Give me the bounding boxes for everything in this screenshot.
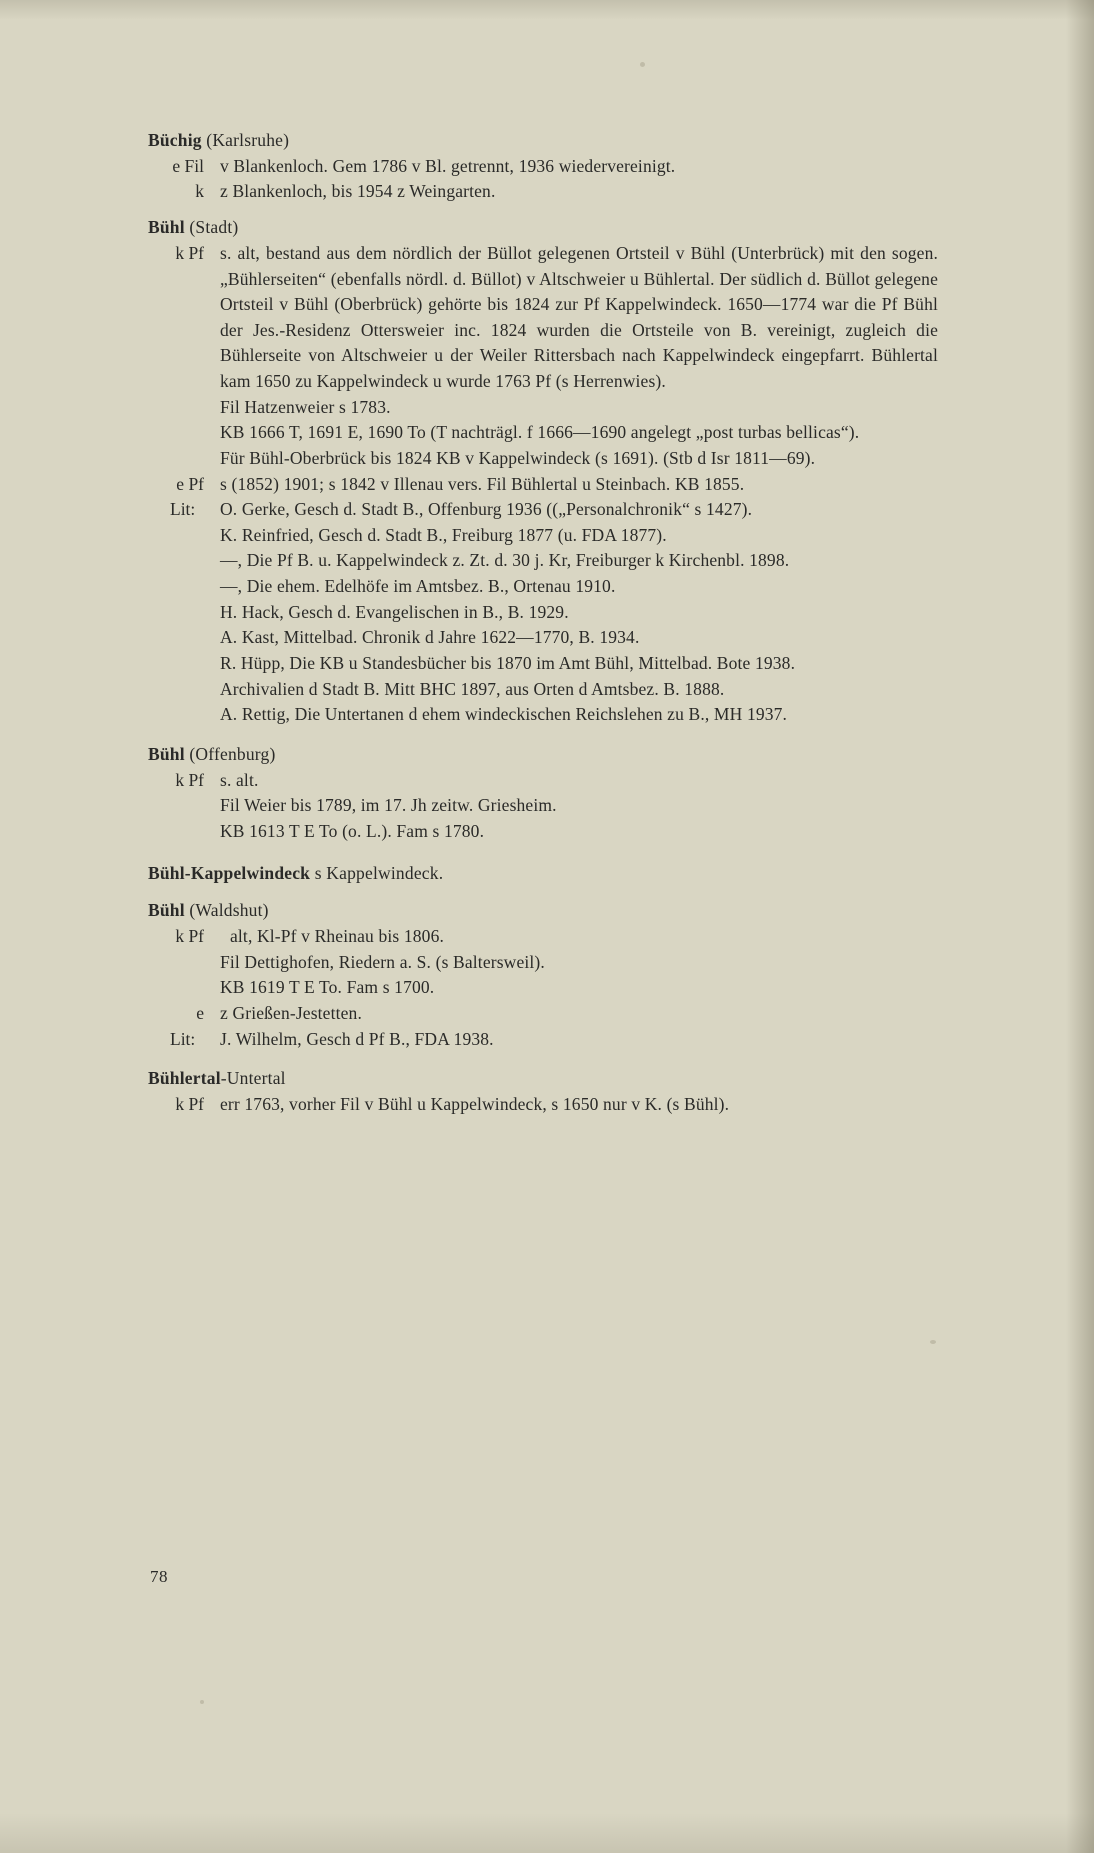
literature-label: Lit: — [170, 499, 196, 520]
entry-buehl-kappelwindeck — [148, 861, 938, 887]
literature-block — [148, 497, 938, 728]
literature-list — [220, 497, 938, 728]
row-tag: k Pf — [175, 242, 204, 263]
spacer — [148, 1054, 938, 1066]
entry-heading — [148, 215, 938, 240]
entry-buehl-offenburg — [148, 742, 938, 845]
literature-item: —, Die ehem. Edelhöfe im Amtsbez. B., Ortenau 1910. — [220, 576, 616, 597]
entry-buehl-waldshut — [148, 898, 938, 1052]
literature-item: H. Hack, Gesch d. Evangelischen in B., B. 1929. — [220, 601, 569, 622]
spacer — [148, 730, 938, 742]
page-body — [148, 128, 938, 1120]
entry-qualifier: (Offenburg) — [184, 743, 276, 764]
entry-heading — [148, 742, 938, 767]
entry-row — [148, 154, 938, 180]
entry-heading — [148, 1066, 938, 1091]
row-tag: k — [195, 181, 204, 202]
entry-row — [148, 768, 938, 794]
entry-row — [148, 1001, 938, 1027]
entry-keyword: Büchig — [148, 130, 202, 150]
continuation-line: Fil Hatzenweier s 1783. — [220, 396, 391, 417]
row-tag: e Fil — [172, 155, 204, 176]
continuation-line: KB 1666 T, 1691 E, 1690 To (T nachträgl. f 1666—1690 angelegt „post turbas bellicas“). — [220, 422, 860, 443]
continuation-line: Fil Weier bis 1789, im 17. Jh zeitw. Griesheim. — [220, 795, 557, 816]
entry-keyword: Bühlertal — [148, 1068, 221, 1089]
row-tag: k Pf — [175, 1093, 204, 1114]
literature-label: Lit: — [170, 1028, 196, 1049]
page-top-shadow — [0, 0, 1094, 20]
entry-qualifier: -Untertal — [220, 1068, 286, 1089]
literature-item: J. Wilhelm, Gesch d Pf B., FDA 1938. — [220, 1028, 494, 1049]
entry-keyword: Bühl — [148, 217, 185, 238]
row-tag: e Pf — [176, 473, 204, 494]
literature-item: A. Kast, Mittelbad. Chronik d Jahre 1622—1770, B. 1934. — [220, 627, 640, 648]
spacer — [148, 207, 938, 215]
row-tag: e — [196, 1002, 204, 1023]
continuation-line: KB 1619 T E To. Fam s 1700. — [220, 977, 435, 998]
entry-keyword: Bühl-Kappelwindeck — [148, 862, 311, 883]
entry-buehl-stadt — [148, 215, 938, 728]
entry-qualifier: (Waldshut) — [184, 900, 269, 921]
literature-item: Archivalien d Stadt B. Mitt BHC 1897, aus Orten d Amtsbez. B. 1888. — [220, 678, 725, 699]
row-text: s (1852) 1901; s 1842 v Illenau vers. Fil Bühlertal u Steinbach. KB 1855. — [220, 473, 745, 494]
paper-speck — [200, 1700, 204, 1704]
row-text: s. alt, bestand aus dem nördlich der Büllot gelegenen Ortsteil v Bühl (Unterbrück) mit den sogen. „Bühlerseiten“ (ebenfalls nördl. d. Büllot) v Altschweier u Bühlertal. Der südlich d. Büllot gelegene Ortsteil v Bühl (Oberbrück) gehörte bis 1824 zur Pf Kappelwindeck. 1650—1774 war die Pf Bühl der Jes.-Residenz Ottersweier inc. 1824 wurden die Ortsteile von B. vereinigt, zugleich die Bühlerseite von Altschweier u der Weiler Rittersbach nach Kappelwindeck eingepfarrt. Bühlertal kam 1650 zu Kappelwindeck u wurde 1763 Pf (s Herrenwies). — [220, 242, 938, 392]
page-number: 78 — [150, 1567, 168, 1586]
entry-row — [148, 1027, 938, 1053]
literature-item: O. Gerke, Gesch d. Stadt B., Offenburg 1936 ((„Personalchronik“ s 1427). — [220, 499, 753, 520]
entry-keyword: Bühl — [148, 743, 185, 764]
literature-item: R. Hüpp, Die KB u Standesbücher bis 1870 im Amt Bühl, Mittelbad. Bote 1938. — [220, 652, 796, 673]
row-text: z Grießen-Jestetten. — [220, 1002, 362, 1023]
literature-item: A. Rettig, Die Untertanen d ehem windeckischen Reichslehen zu B., MH 1937. — [220, 704, 788, 725]
entry-buehlertal-untertal — [148, 1066, 938, 1117]
entry-row — [148, 241, 938, 395]
entry-keyword: Bühl — [148, 900, 185, 921]
row-text: alt, Kl-Pf v Rheinau bis 1806. — [230, 926, 444, 946]
continuation-line: Fil Dettighofen, Riedern a. S. (s Baltersweil). — [220, 951, 545, 972]
entry-row — [148, 179, 938, 205]
spacer — [148, 886, 938, 898]
row-text: z Blankenloch, bis 1954 z Weingarten. — [220, 181, 496, 202]
entry-heading — [148, 128, 938, 153]
page-right-shadow — [1066, 0, 1094, 1853]
paper-speck — [930, 1340, 936, 1344]
entry-heading — [148, 898, 938, 923]
page-bottom-shadow — [0, 1813, 1094, 1853]
literature-item: —, Die Pf B. u. Kappelwindeck z. Zt. d. 30 j. Kr, Freiburger k Kirchenbl. 1898. — [220, 550, 790, 571]
row-tag: k Pf — [175, 926, 204, 946]
spacer — [148, 847, 938, 859]
entry-row — [148, 1092, 938, 1118]
paper-speck — [640, 62, 645, 67]
row-text: s. alt. — [220, 769, 259, 790]
entry-qualifier: (Stadt) — [184, 217, 239, 238]
row-tag: k Pf — [175, 769, 204, 790]
entry-crossref: s Kappelwindeck. — [310, 862, 444, 883]
literature-item: K. Reinfried, Gesch d. Stadt B., Freiburg 1877 (u. FDA 1877). — [220, 524, 667, 545]
continuation-line: KB 1613 T E To (o. L.). Fam s 1780. — [220, 820, 485, 841]
entry-row — [148, 472, 938, 498]
entry-qualifier: (Karlsruhe) — [201, 130, 290, 150]
entry-buechig — [148, 128, 938, 205]
entry-row — [148, 924, 938, 950]
row-text: v Blankenloch. Gem 1786 v Bl. getrennt, 1936 wiedervereinigt. — [220, 155, 676, 176]
continuation-line: Für Bühl-Oberbrück bis 1824 KB v Kappelwindeck (s 1691). (Stb d Isr 1811—69). — [220, 447, 816, 468]
row-text: err 1763, vorher Fil v Bühl u Kappelwindeck, s 1650 nur v K. (s Bühl). — [220, 1093, 730, 1114]
